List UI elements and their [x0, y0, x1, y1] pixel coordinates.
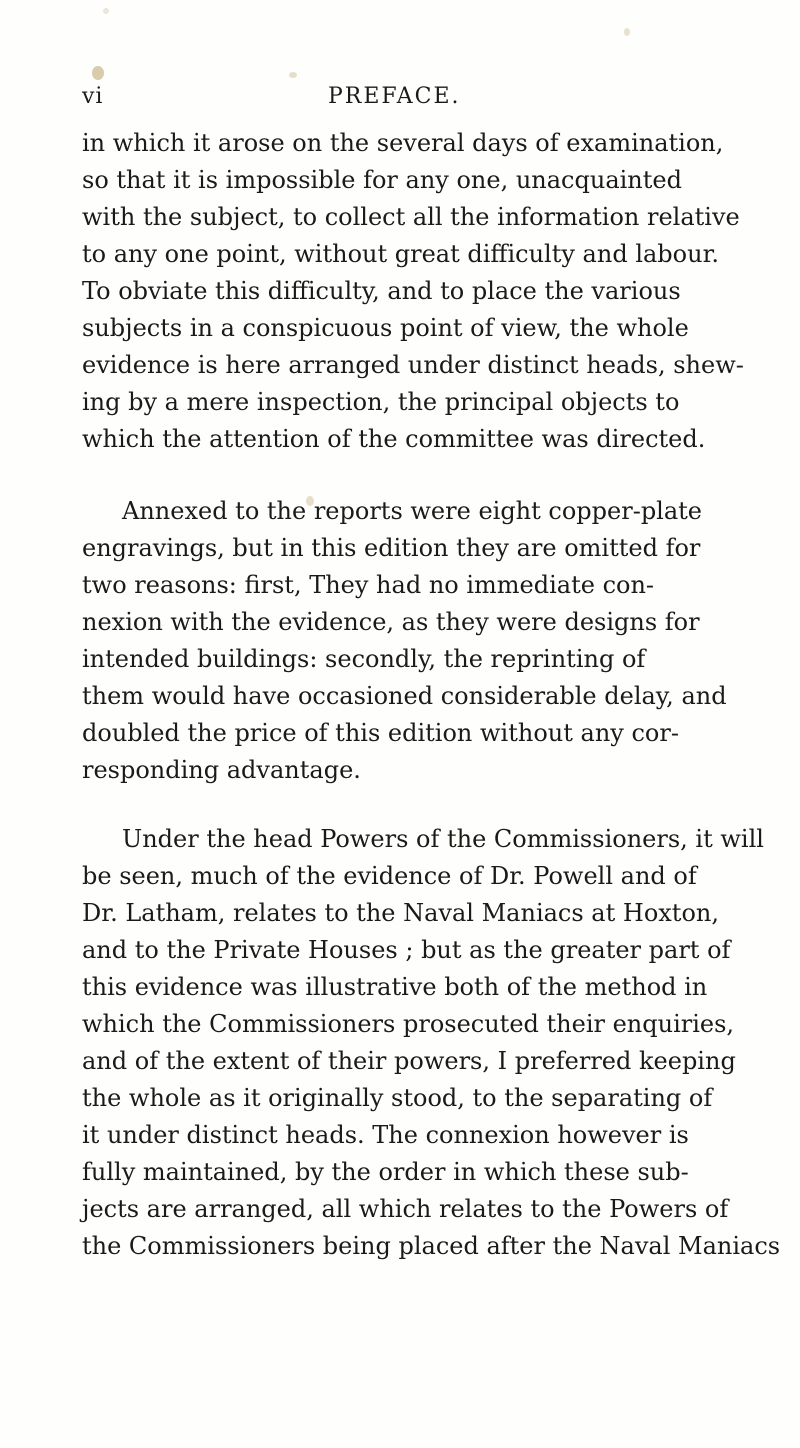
page-number: vi [82, 84, 104, 109]
text-line: jects are arranged, all which relates to the Powers of [82, 1195, 729, 1223]
text-line: it under distinct heads. The connexion however is [82, 1121, 689, 1149]
paragraph-2 [82, 493, 800, 789]
paragraph-3 [82, 821, 800, 1265]
text-line: them would have occasioned considerable delay, and [82, 682, 727, 710]
text-line: doubled the price of this edition without any cor- [82, 719, 679, 747]
text-line: so that it is impossible for any one, unacquainted [82, 166, 682, 194]
text-line: and of the extent of their powers, I preferred keeping [82, 1047, 736, 1075]
text-line: responding advantage. [82, 756, 361, 784]
text-line: Under the head Powers of the Commissioners, it will [122, 825, 764, 853]
foxing-spot [92, 66, 104, 80]
text-line: with the subject, to collect all the information relative [82, 203, 740, 231]
text-line: which the Commissioners prosecuted their enquiries, [82, 1010, 735, 1038]
text-line: Annexed to the reports were eight copper-plate [122, 497, 703, 525]
body-text [82, 125, 800, 1265]
text-line: subjects in a conspicuous point of view, the whole [82, 314, 689, 342]
text-line: fully maintained, by the order in which these sub- [82, 1158, 689, 1186]
text-line: the whole as it originally stood, to the separating of [82, 1084, 713, 1112]
foxing-spot [289, 72, 297, 78]
text-line: ing by a mere inspection, the principal objects to [82, 388, 680, 416]
text-line: in which it arose on the several days of examination, [82, 129, 724, 157]
paragraph-1 [82, 125, 800, 458]
text-line: nexion with the evidence, as they were designs for [82, 608, 700, 636]
text-line: intended buildings: secondly, the reprinting of [82, 645, 646, 673]
text-line: Dr. Latham, relates to the Naval Maniacs at Hoxton, [82, 899, 719, 927]
text-line: evidence is here arranged under distinct heads, shew- [82, 351, 744, 379]
text-line: to any one point, without great difficulty and labour. [82, 240, 720, 268]
text-line: engravings, but in this edition they are omitted for [82, 534, 701, 562]
foxing-spot [103, 8, 109, 14]
foxing-spot [624, 28, 630, 36]
text-line: To obviate this difficulty, and to place the various [82, 277, 681, 305]
text-line: and to the Private Houses ; but as the greater part of [82, 936, 731, 964]
paragraph-gap [82, 458, 800, 493]
paragraph-gap [82, 789, 800, 821]
running-title: PREFACE. [328, 84, 461, 109]
text-line: be seen, much of the evidence of Dr. Powell and of [82, 862, 697, 890]
running-head [82, 84, 722, 114]
text-line: which the attention of the committee was directed. [82, 425, 706, 453]
text-line: the Commissioners being placed after the Naval Maniacs [82, 1232, 781, 1260]
text-line: this evidence was illustrative both of the method in [82, 973, 708, 1001]
text-line: two reasons: first, They had no immediate con- [82, 571, 655, 599]
